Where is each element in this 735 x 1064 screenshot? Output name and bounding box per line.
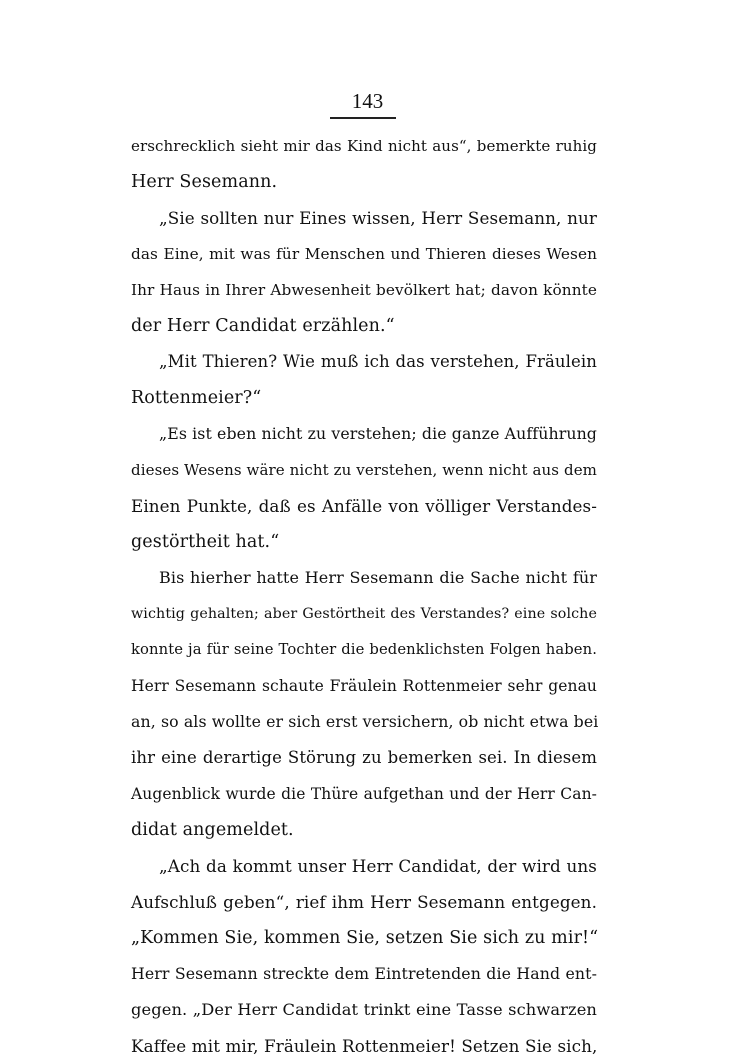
text-line: ihr eine derartige Störung zu bemerken sei. In diesem (131, 748, 597, 767)
text-line: das Eine, mit was für Menschen und Thieren dieses Wesen (131, 245, 597, 263)
text-line: Einen Punkte, daß es Anfälle von völliger Verstandes- (131, 496, 597, 516)
text-line: gegen. „Der Herr Candidat trinkt eine Tasse schwarzen (131, 1000, 597, 1019)
text-line: Aufschluß geben“, rief ihm Herr Sesemann entgegen. (131, 892, 597, 912)
text-line: Bis hierher hatte Herr Sesemann die Sache nicht für (159, 568, 597, 587)
text-line: „Kommen Sie, kommen Sie, setzen Sie sich zu mir!“ (131, 928, 599, 948)
page-number-rule (330, 117, 396, 119)
text-line: „Sie sollten nur Eines wissen, Herr Sesemann, nur (159, 208, 597, 228)
text-line: an, so als wollte er sich erst versichern, ob nicht etwa bei (131, 712, 599, 731)
text-line: „Es ist eben nicht zu verstehen; die ganze Aufführung (159, 424, 597, 443)
text-line: „Mit Thieren? Wie muß ich das verstehen, Fräulein (159, 352, 597, 371)
text-line: didat angemeldet. (131, 820, 294, 840)
text-line: gestörtheit hat.“ (131, 532, 280, 552)
text-line: Herr Sesemann schaute Fräulein Rottenmeier sehr genau (131, 677, 597, 695)
text-line: der Herr Candidat erzählen.“ (131, 316, 395, 336)
text-line: dieses Wesens wäre nicht zu verstehen, wenn nicht aus dem (131, 461, 597, 479)
text-line: konnte ja für seine Tochter die bedenklichsten Folgen haben. (131, 641, 597, 658)
text-line: wichtig gehalten; aber Gestörtheit des Verstandes? eine solche (131, 606, 597, 622)
body-text (131, 128, 597, 1064)
text-line: Ihr Haus in Ihrer Abwesenheit bevölkert hat; davon könnte (131, 281, 597, 299)
text-line: Rottenmeier?“ (131, 388, 262, 408)
text-line: Herr Sesemann streckte dem Eintretenden die Hand ent- (131, 964, 597, 983)
text-line: Herr Sesemann. (131, 172, 278, 192)
text-line: erschrecklich sieht mir das Kind nicht aus“, bemerkte ruhig (131, 137, 597, 155)
page-number: 143 (351, 89, 384, 113)
text-line: Augenblick wurde die Thüre aufgethan und der Herr Can- (131, 785, 597, 803)
text-line: „Ach da kommt unser Herr Candidat, der wird uns (159, 856, 597, 876)
text-line: Kaffee mit mir, Fräulein Rottenmeier! Setzen Sie sich, (131, 1036, 598, 1056)
